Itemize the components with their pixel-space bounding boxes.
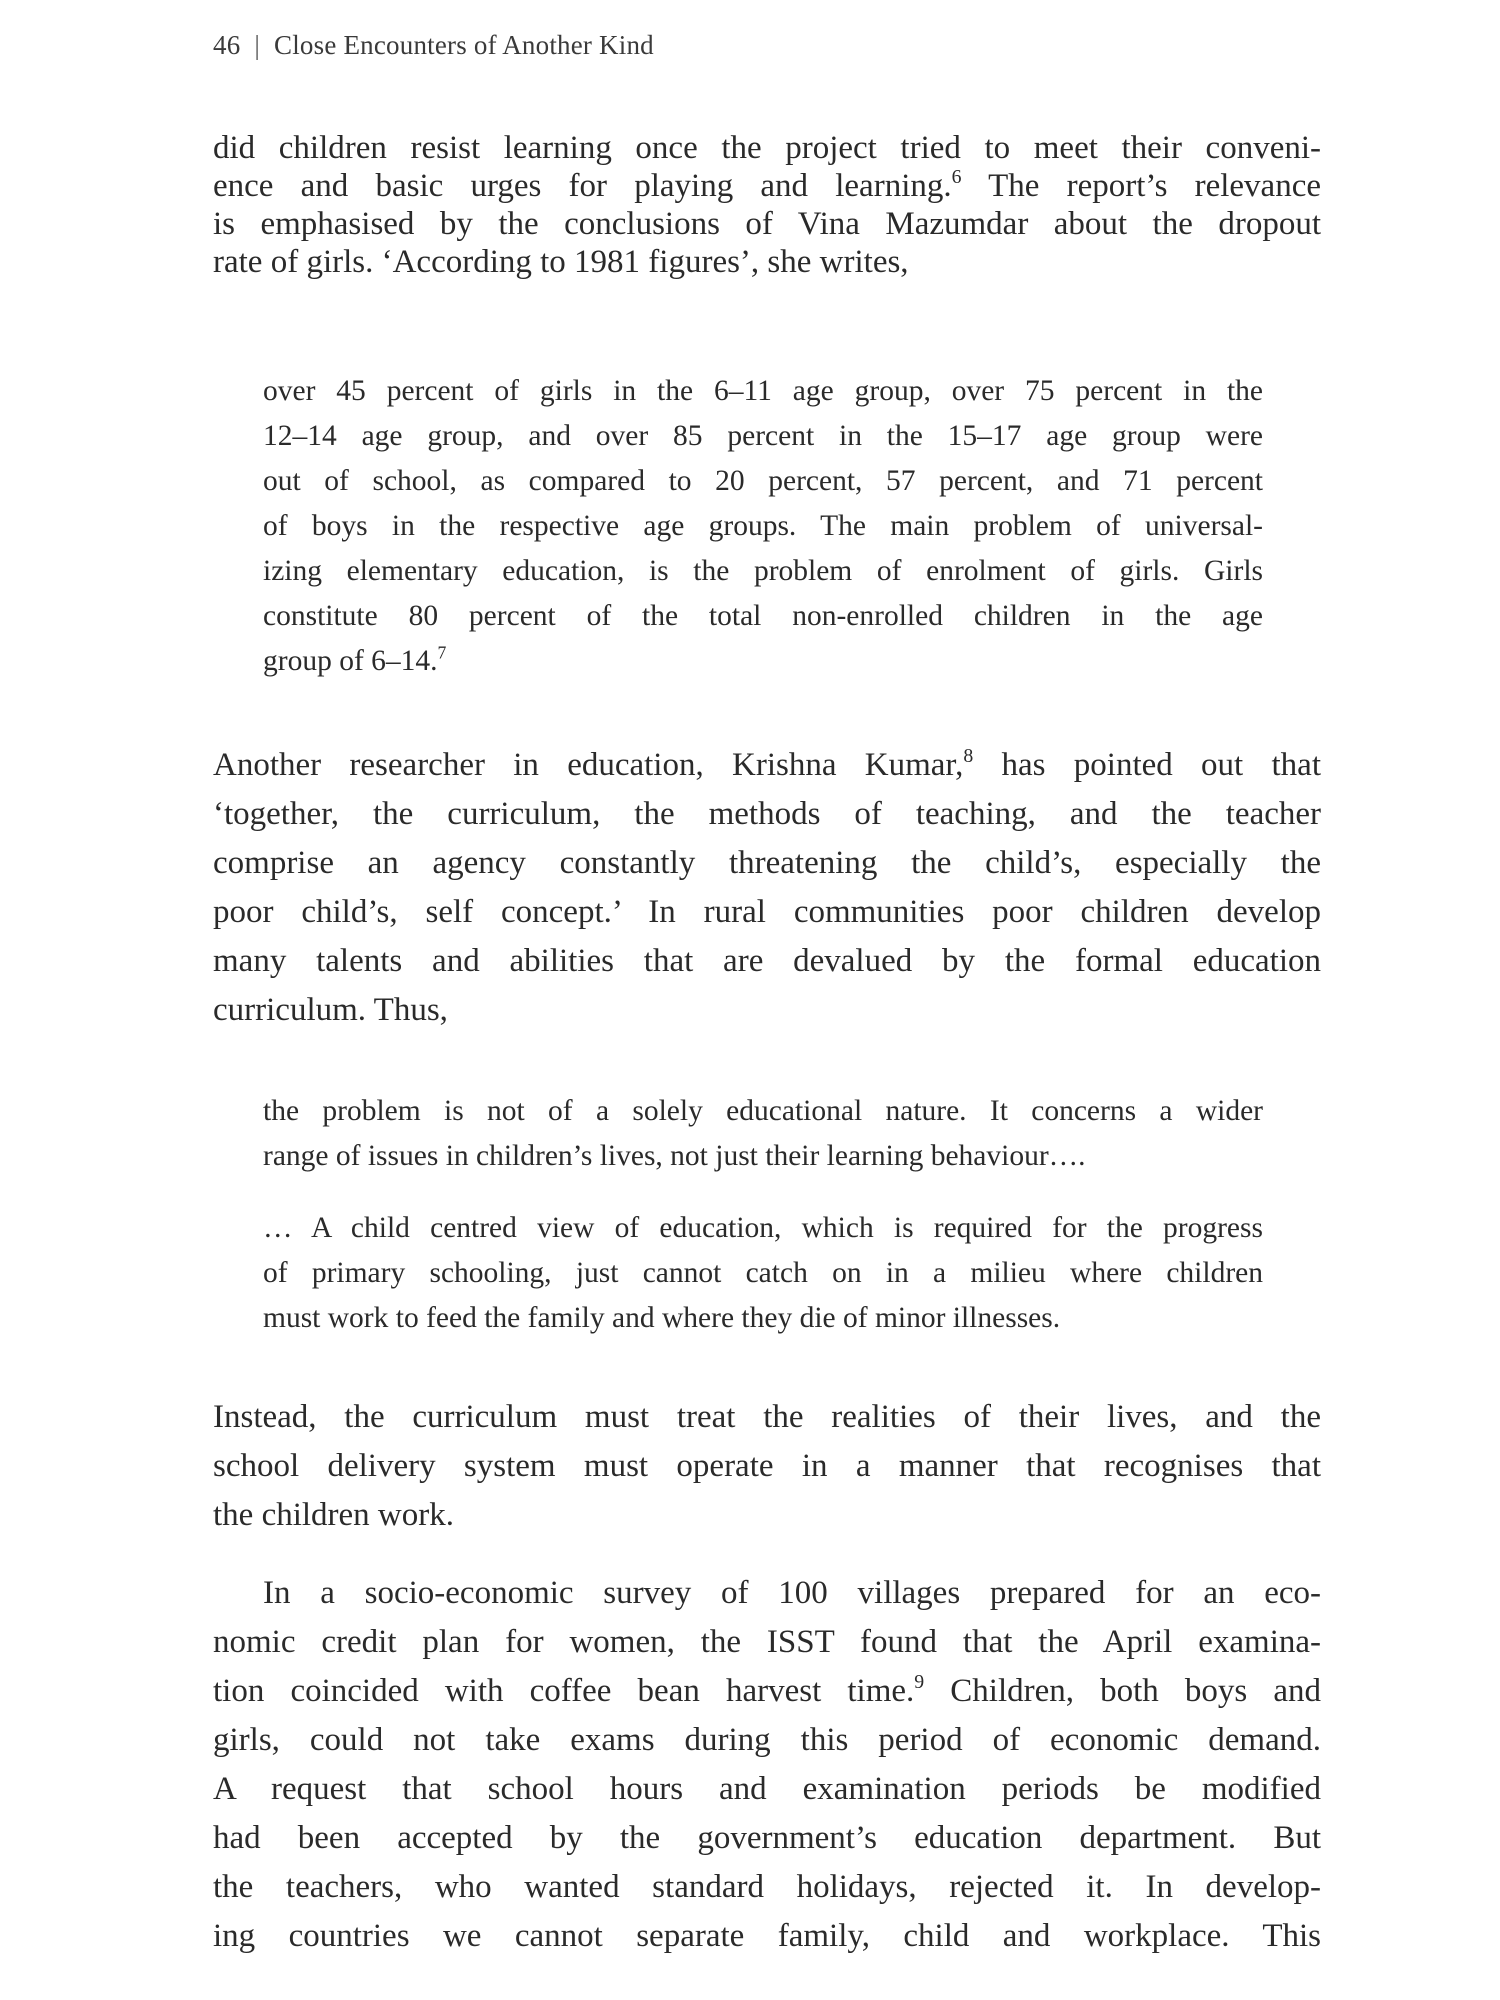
text-line: comprise an agency constantly threatening the child’s, especially the bbox=[213, 845, 1321, 881]
text-line: many talents and abilities that are devalued by the formal education bbox=[213, 943, 1321, 979]
text-line: ‘together, the curriculum, the methods of teaching, and the teacher bbox=[213, 796, 1321, 832]
text-span: tion coincided with coffee bean harvest time. bbox=[213, 1673, 915, 1709]
text-span: ence and basic urges for playing and learning. bbox=[213, 168, 952, 204]
text-line: curriculum. Thus, bbox=[213, 992, 448, 1028]
footnote-ref[interactable]: 7 bbox=[437, 642, 447, 663]
footnote-ref[interactable]: 9 bbox=[914, 1671, 925, 1694]
quote-line: 12–14 age group, and over 85 percent in the 15–17 age group were bbox=[263, 420, 1263, 452]
quote-line: out of school, as compared to 20 percent, 57 percent, and 71 percent bbox=[263, 465, 1263, 497]
text-line: did children resist learning once the project tried to meet their conveni- bbox=[213, 130, 1321, 166]
quote-line: izing elementary education, is the problem of enrolment of girls. Girls bbox=[263, 555, 1263, 587]
text-line: the children work. bbox=[213, 1497, 455, 1533]
quote-line: must work to feed the family and where they die of minor illnesses. bbox=[263, 1302, 1061, 1334]
text-span: Another researcher in education, Krishna Kumar, bbox=[213, 747, 964, 783]
text-line bbox=[213, 166, 1321, 206]
quote-line: over 45 percent of girls in the 6–11 age group, over 75 percent in the bbox=[263, 375, 1263, 407]
running-head bbox=[213, 30, 654, 61]
text-line: Instead, the curriculum must treat the realities of their lives, and the bbox=[213, 1399, 1321, 1435]
text-span: has pointed out that bbox=[973, 747, 1321, 783]
quote-line bbox=[263, 643, 1263, 679]
header-separator: | bbox=[254, 30, 261, 60]
text-line: school delivery system must operate in a manner that recognises that bbox=[213, 1448, 1321, 1484]
text-span: group of 6–14. bbox=[263, 645, 438, 677]
quote-line: of primary schooling, just cannot catch on in a milieu where children bbox=[263, 1257, 1263, 1289]
text-line: poor child’s, self concept.’ In rural communities poor children develop bbox=[213, 894, 1321, 930]
text-line bbox=[213, 1671, 1321, 1711]
text-line: rate of girls. ‘According to 1981 figures’, she writes, bbox=[213, 244, 909, 280]
text-line: In a socio-economic survey of 100 villages prepared for an eco- bbox=[263, 1575, 1321, 1611]
text-line: ing countries we cannot separate family, child and workplace. This bbox=[213, 1918, 1321, 1954]
text-span: Children, both boys and bbox=[924, 1673, 1321, 1709]
footnote-ref[interactable]: 6 bbox=[951, 166, 962, 189]
quote-line: range of issues in children’s lives, not just their learning behaviour…. bbox=[263, 1140, 1086, 1172]
footnote-ref[interactable]: 8 bbox=[963, 745, 974, 768]
quote-line: constitute 80 percent of the total non-enrolled children in the age bbox=[263, 600, 1263, 632]
page-number: 46 bbox=[213, 30, 241, 60]
quote-line: the problem is not of a solely educational nature. It concerns a wider bbox=[263, 1095, 1263, 1127]
book-title: Close Encounters of Another Kind bbox=[274, 30, 654, 60]
text-line bbox=[213, 745, 1321, 785]
text-line: girls, could not take exams during this period of economic demand. bbox=[213, 1722, 1321, 1758]
quote-line: … A child centred view of education, which is required for the progress bbox=[263, 1212, 1263, 1244]
text-line: nomic credit plan for women, the ISST found that the April examina- bbox=[213, 1624, 1321, 1660]
text-line: had been accepted by the government’s education department. But bbox=[213, 1820, 1321, 1856]
text-span: The report’s relevance bbox=[961, 168, 1322, 204]
text-line: A request that school hours and examination periods be modified bbox=[213, 1771, 1321, 1807]
quote-line: of boys in the respective age groups. The main problem of universal- bbox=[263, 510, 1263, 542]
text-line: the teachers, who wanted standard holidays, rejected it. In develop- bbox=[213, 1869, 1321, 1905]
text-line: is emphasised by the conclusions of Vina Mazumdar about the dropout bbox=[213, 206, 1321, 242]
